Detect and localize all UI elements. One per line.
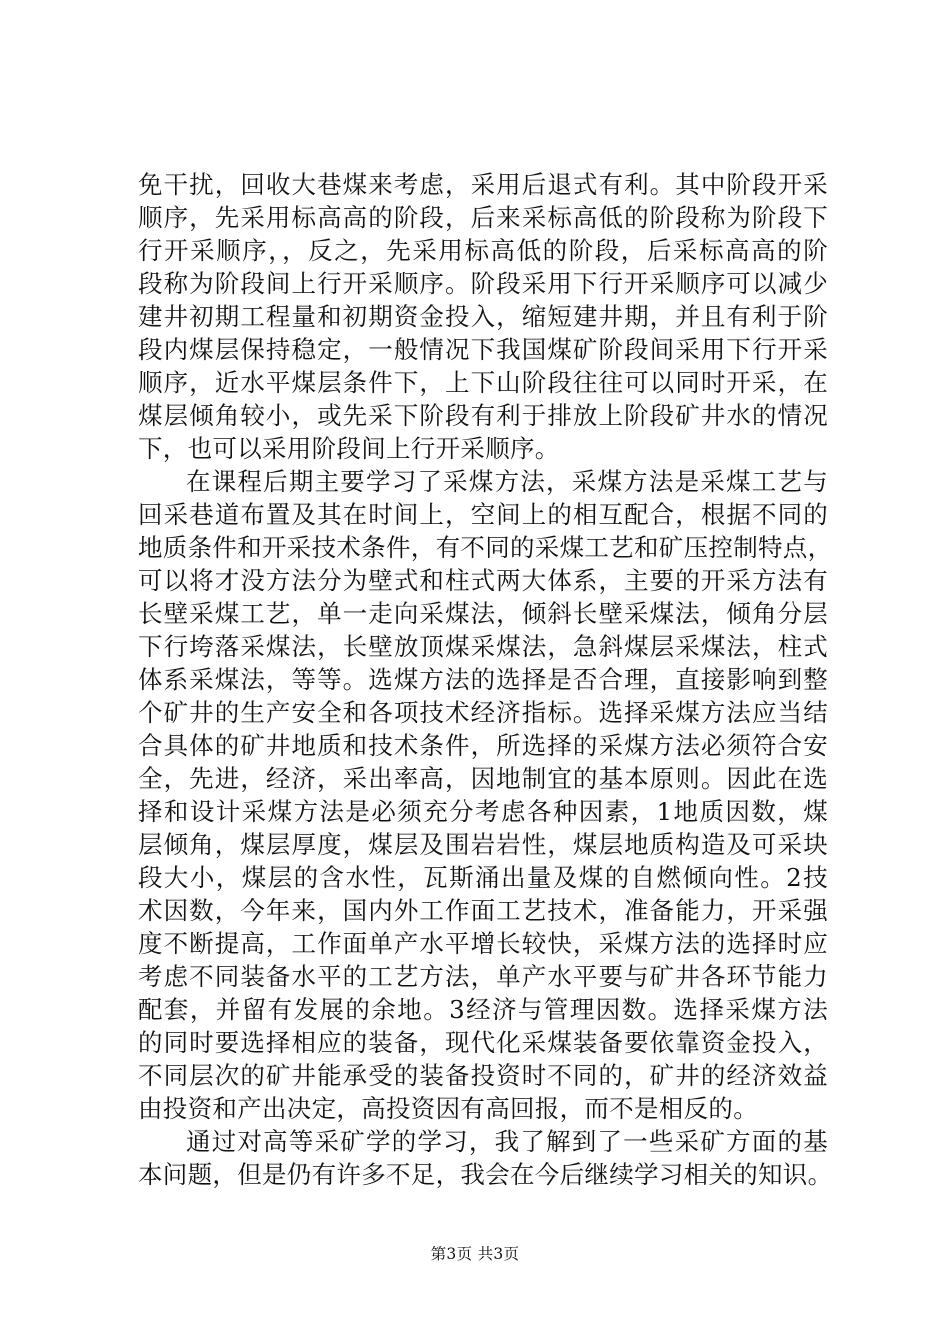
paragraph-2-line-17: 配套，并留有发展的余地。3经济与管理因数。选择采煤方法 [138,995,828,1024]
paragraph-2-line-12: 层倾角，煤层厚度，煤层及围岩岩性，煤层地质构造及可采块 [138,830,828,859]
paragraph-2-line-2: 回采巷道布置及其在时间上，空间上的相互配合，根据不同的 [138,500,828,529]
paragraph-2-line-1: 在课程后期主要学习了采煤方法，采煤方法是采煤工艺与 [186,467,828,496]
paragraph-2-line-5: 长壁采煤工艺，单一走向采煤法，倾斜长壁采煤法，倾角分层 [138,599,828,628]
paragraph-3-line-1: 通过对高等采矿学的学习，我了解到了一些采矿方面的基 [186,1127,828,1156]
paragraph-1-line-1: 免干扰，回收大巷煤来考虑，采用后退式有利。其中阶段开采 [138,170,828,199]
paragraph-2-line-14: 术因数，今年来，国内外工作面工艺技术，准备能力，开采强 [138,896,828,925]
paragraph-1-line-9: 下，也可以采用阶段间上行开采顺序。 [138,434,560,463]
paragraph-2-line-11: 择和设计采煤方法是必须充分考虑各种因素，1地质因数，煤 [138,797,828,826]
paragraph-2-line-16: 考虑不同装备水平的工艺方法，单产水平要与矿井各环节能力 [138,962,828,991]
paragraph-1-line-5: 建井初期工程量和初期资金投入，缩短建井期，并且有利于阶 [138,302,828,331]
paragraph-2-line-8: 个矿井的生产安全和各项技术经济指标。选择采煤方法应当结 [138,698,828,727]
paragraph-2-line-4: 可以将才没方法分为壁式和柱式两大体系，主要的开采方法有 [138,566,828,595]
page-footer [0,1244,950,1264]
paragraph-2-line-20: 由投资和产出决定，高投资因有高回报，而不是相反的。 [138,1094,758,1123]
paragraph-3-line-2: 本问题，但是仍有许多不足，我会在今后继续学习相关的知识。 [138,1160,833,1189]
paragraph-2-line-13: 段大小，煤层的含水性，瓦斯涌出量及煤的自燃倾向性。2技 [138,863,828,892]
paragraph-1-line-3: 行开采顺序，，反之，先采用标高低的阶段，后采标高高的阶 [138,236,828,265]
paragraph-2-line-10: 全，先进，经济，采出率高，因地制宜的基本原则。因此在选 [138,764,828,793]
paragraph-2-line-7: 体系采煤法，等等。选煤方法的选择是否合理，直接影响到整 [138,665,828,694]
paragraph-1-line-6: 段内煤层保持稳定，一般情况下我国煤矿阶段间采用下行开采 [138,335,828,364]
paragraph-1-line-4: 段称为阶段间上行开采顺序。阶段采用下行开采顺序可以减少 [138,269,828,298]
page-number-label: 第3页 共3页 [430,1245,520,1263]
paragraph-2-line-9: 合具体的矿井地质和技术条件，所选择的采煤方法必须符合安 [138,731,828,760]
paragraph-2-line-19: 不同层次的矿井能承受的装备投资时不同的，矿井的经济效益 [138,1061,828,1090]
paragraph-2-line-3: 地质条件和开采技术条件，有不同的采煤工艺和矿压控制特点， [138,533,833,562]
paragraph-1-line-7: 顺序，近水平煤层条件下，上下山阶段往往可以同时开采，在 [138,368,828,397]
paragraph-2-line-6: 下行垮落采煤法，长壁放顶煤采煤法，急斜煤层采煤法，柱式 [138,632,828,661]
paragraph-1-line-2: 顺序，先采用标高高的阶段，后来采标高低的阶段称为阶段下 [138,203,828,232]
body-text [138,168,833,1191]
paragraph-1-line-8: 煤层倾角较小，或先采下阶段有利于排放上阶段矿井水的情况 [138,401,828,430]
paragraph-2-line-15: 度不断提高，工作面单产水平增长较快，采煤方法的选择时应 [138,929,828,958]
paragraph-2-line-18: 的同时要选择相应的装备，现代化采煤装备要依靠资金投入， [138,1028,828,1057]
